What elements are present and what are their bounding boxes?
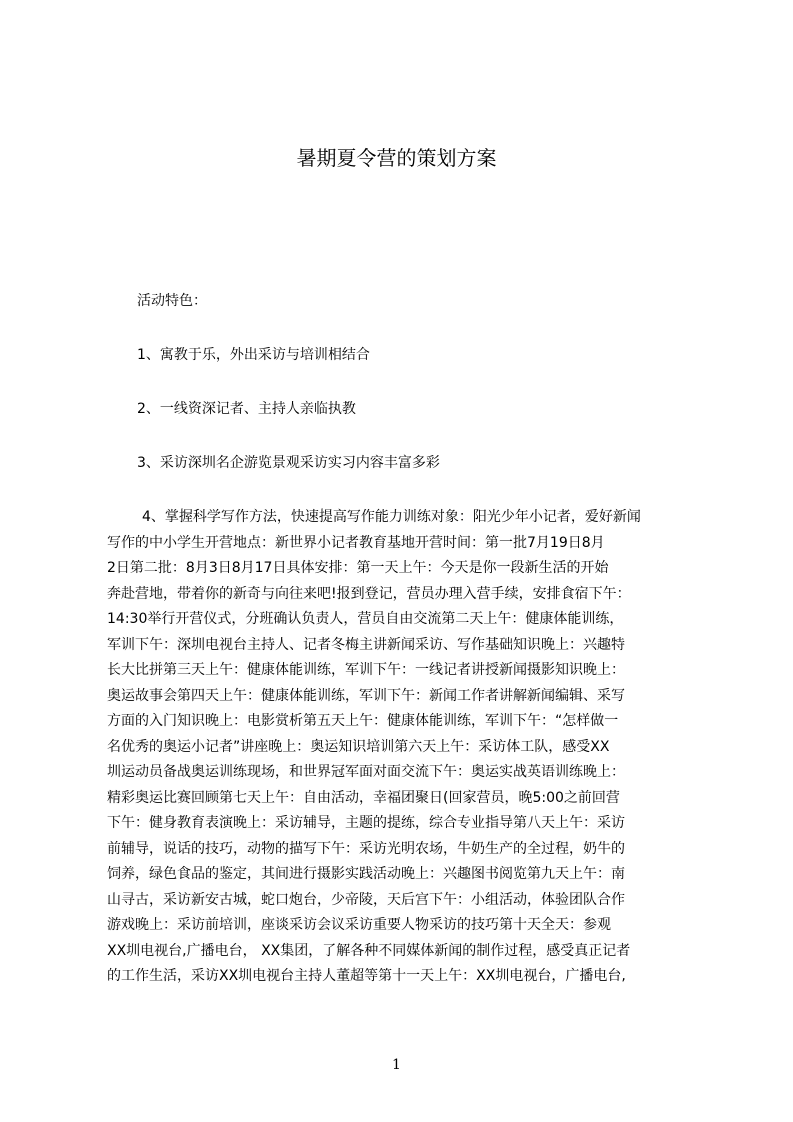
paragraph-line: 游戏晚上：采访前培训，座谈采访会议采访重要人物采访的技巧第十天全天：参观 <box>107 917 611 933</box>
schedule-paragraph <box>107 505 697 1025</box>
paragraph-line: 山寻古，采访新安古城，蛇口炮台，少帝陵，天后宫下午：小组活动，体验团队合作 <box>107 891 625 908</box>
paragraph-line: 奔赴营地，带着你的新奇与向往来吧!报到登记，营员办理入营手续，安排食宿下午： <box>107 585 631 602</box>
paragraph-line: 14:30举行开营仪式，分班确认负责人，营员自由交流第二天上午：健康体能训练， <box>107 611 624 627</box>
paragraph-line: 4、掌握科学写作方法，快速提高写作能力训练对象：阳光少年小记者，爱好新闻 <box>142 509 641 525</box>
paragraph-line: 饲养，绿色食品的鉴定，其间进行摄影实践活动晚上：兴趣图书阅览第九天上午：南 <box>107 866 625 882</box>
document-title: 暑期夏令营的策划方案 <box>296 146 497 170</box>
paragraph-line: XX圳电视台,广播电台， XX集团，了解各种不同媒体新闻的制作过程，感受真正记者 <box>107 942 631 959</box>
paragraph-line: 写作的中小学生开营地点：新世界小记者教育基地开营时间：第一批7月19日8月 <box>107 534 605 551</box>
paragraph-line: 圳运动员备战奥运训练现场，和世界冠军面对面交流下午：奥运实战英语训练晚上： <box>107 764 625 780</box>
page-number: 1 <box>392 1057 401 1073</box>
feature-item: 2、一线资深记者、主持人亲临执教 <box>137 401 356 417</box>
paragraph-line: 下午：健身教育表演晚上：采访辅导，主题的提练，综合专业指导第八天上午：采访 <box>107 815 625 831</box>
paragraph-line: 军训下午：深圳电视台主持人、记者冬梅主讲新闻采访、写作基础知识晚上：兴趣特 <box>107 636 625 653</box>
paragraph-line: 的工作生活，采访XX圳电视台主持人董超等第十一天上午：XX圳电视台，广播电台, <box>107 968 626 984</box>
feature-item: 1、寓教于乐，外出采访与培训相结合 <box>137 347 370 363</box>
paragraph-line: 奥运故事会第四天上午：健康体能训练，军训下午：新闻工作者讲解新闻编辑、采写 <box>107 687 625 704</box>
paragraph-line: 精彩奥运比赛回顾第七天上午：自由活动，幸福团聚日(回家营员，晚5:00之前回营 <box>107 789 620 806</box>
paragraph-line: 长大比拼第三天上午：健康体能训练，军训下午：一线记者讲授新闻摄影知识晚上： <box>107 662 625 678</box>
paragraph-line: 名优秀的奥运小记者”讲座晚上：奥运知识培训第六天上午：采访体工队，感受XX <box>107 738 610 755</box>
paragraph-line: 2日第二批：8月3日8月17日具体安排：第一天上午：今天是你一段新生活的开始 <box>107 560 609 576</box>
paragraph-line: 前辅导，说话的技巧，动物的描写下午：采访光明农场，牛奶生产的全过程，奶牛的 <box>107 840 625 857</box>
paragraph-line: 方面的入门知识晚上：电影赏析第五天上午：健康体能训练，军训下午：“怎样做一 <box>107 713 619 729</box>
feature-item: 3、采访深圳名企游览景观采访实习内容丰富多彩 <box>137 455 440 471</box>
section-heading: 活动特色： <box>137 293 207 309</box>
